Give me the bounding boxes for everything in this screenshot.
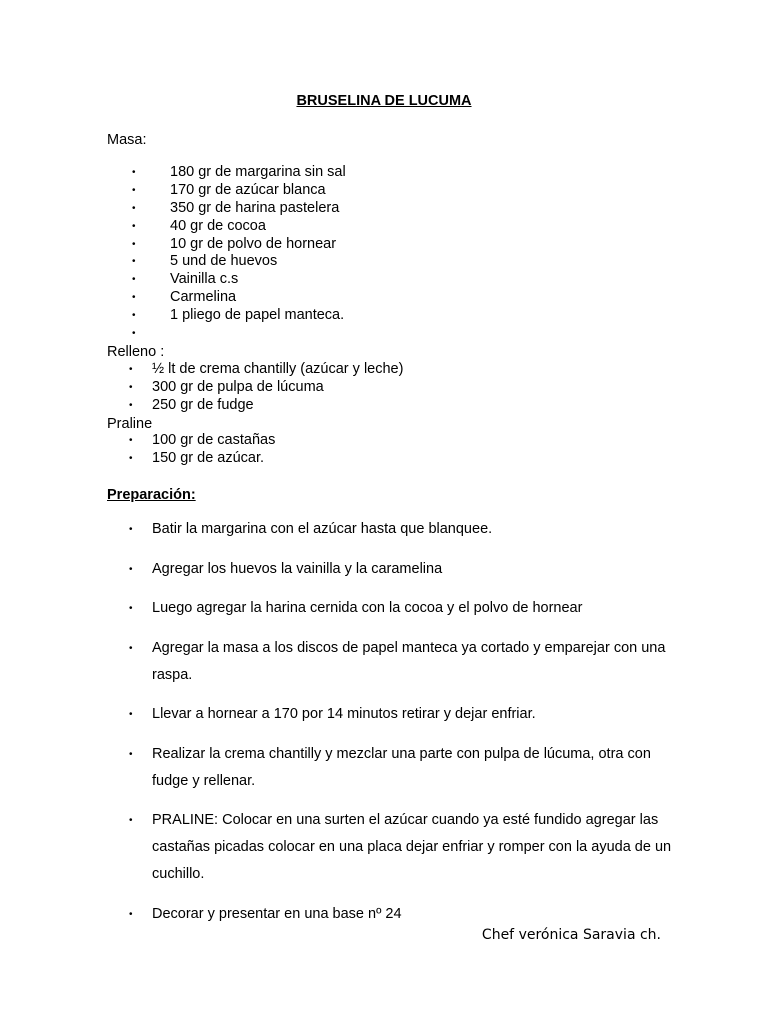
ingredient-text: 300 gr de pulpa de lúcuma — [152, 378, 324, 395]
step-text: PRALINE: Colocar en una surten el azúcar cuando ya esté fundido agregar las castañas picadas colocar en una placa dejar enfriar y romper con la ayuda de un cuchillo. — [152, 812, 672, 882]
list-item — [132, 289, 346, 307]
bullet-icon: • — [132, 274, 136, 286]
step-item — [129, 595, 672, 622]
bullet-icon: • — [129, 563, 133, 575]
ingredient-text: 1 pliego de papel manteca. — [170, 307, 345, 324]
step-item — [129, 701, 672, 728]
ingredient-text: 100 gr de castañas — [152, 432, 276, 448]
bullet-icon: • — [129, 381, 133, 393]
list-item — [132, 271, 346, 289]
step-item — [129, 741, 672, 795]
bullet-icon: • — [129, 435, 133, 446]
ingredient-text: 180 gr de margarina sin sal — [170, 164, 346, 180]
list-item — [129, 449, 275, 468]
list-item — [132, 217, 346, 236]
bullet-icon: • — [129, 603, 133, 614]
list-item — [132, 253, 346, 271]
ingredient-text: 170 gr de azúcar blanca — [170, 181, 326, 198]
bullet-icon: • — [132, 184, 136, 196]
chef-signature: Chef verónica Saravia ch. — [481, 927, 661, 943]
bullet-icon: • — [132, 220, 136, 232]
praline-ingredient-list — [129, 432, 276, 468]
step-item — [129, 516, 672, 543]
bullet-icon: • — [132, 256, 136, 268]
masa-ingredient-list — [132, 164, 346, 343]
preparation-steps-list — [129, 516, 672, 940]
preparacion-heading: Preparación: — [107, 487, 196, 503]
list-item — [129, 378, 403, 397]
bullet-icon: • — [129, 709, 133, 720]
recipe-title: BRUSELINA DE LUCUMA — [296, 93, 472, 109]
list-item-empty — [132, 325, 346, 343]
bullet-icon: • — [132, 310, 136, 322]
list-item — [132, 235, 346, 254]
list-item — [132, 164, 346, 182]
list-item — [132, 181, 346, 200]
bullet-icon: • — [132, 328, 136, 340]
ingredient-text: ½ lt de crema chantilly (azúcar y leche) — [152, 361, 404, 377]
bullet-icon: • — [132, 202, 136, 214]
list-item — [132, 199, 346, 218]
bullet-icon: • — [129, 908, 133, 920]
ingredient-text: 350 gr de harina pastelera — [170, 199, 340, 216]
step-text: Agregar la masa a los discos de papel manteca ya cortado y emparejar con una raspa. — [152, 639, 666, 683]
ingredient-text: 40 gr de cocoa — [170, 217, 266, 234]
step-text: Llevar a hornear a 170 por 14 minutos retirar y dejar enfriar. — [152, 706, 536, 722]
ingredient-text: 250 gr de fudge — [152, 396, 254, 413]
praline-label: Praline — [107, 416, 153, 432]
ingredient-text: Vainilla c.s — [170, 271, 239, 288]
relleno-ingredient-list — [129, 361, 404, 415]
step-text: Realizar la crema chantilly y mezclar una parte con pulpa de lúcuma, otra con fudge y rellenar. — [152, 745, 651, 789]
bullet-icon: • — [129, 642, 133, 654]
step-item — [129, 901, 672, 928]
bullet-icon: • — [132, 292, 136, 304]
bullet-icon: • — [129, 815, 133, 826]
bullet-icon: • — [129, 524, 133, 535]
list-item — [129, 432, 276, 450]
step-item — [129, 807, 672, 888]
relleno-label: Relleno : — [107, 344, 165, 360]
ingredient-text: 10 gr de polvo de hornear — [170, 235, 337, 252]
step-text: Luego agregar la harina cernida con la cocoa y el polvo de hornear — [152, 600, 583, 616]
step-text: Decorar y presentar en una base nº 24 — [152, 905, 402, 922]
bullet-icon: • — [132, 167, 136, 178]
bullet-icon: • — [129, 748, 133, 760]
step-text: Batir la margarina con el azúcar hasta que blanquee. — [152, 521, 493, 537]
step-item — [129, 635, 672, 689]
bullet-icon: • — [129, 452, 133, 464]
masa-label: Masa: — [107, 132, 147, 148]
ingredient-text: 150 gr de azúcar. — [152, 449, 265, 466]
ingredient-text: 5 und de huevos — [170, 253, 278, 270]
step-text: Agregar los huevos la vainilla y la caramelina — [152, 560, 443, 577]
list-item — [129, 361, 404, 379]
bullet-icon: • — [129, 399, 133, 411]
bullet-icon: • — [132, 238, 136, 250]
list-item — [132, 307, 346, 325]
list-item — [129, 396, 403, 415]
bullet-icon: • — [129, 364, 133, 375]
ingredient-text: Carmelina — [170, 289, 237, 306]
step-item — [129, 556, 672, 583]
